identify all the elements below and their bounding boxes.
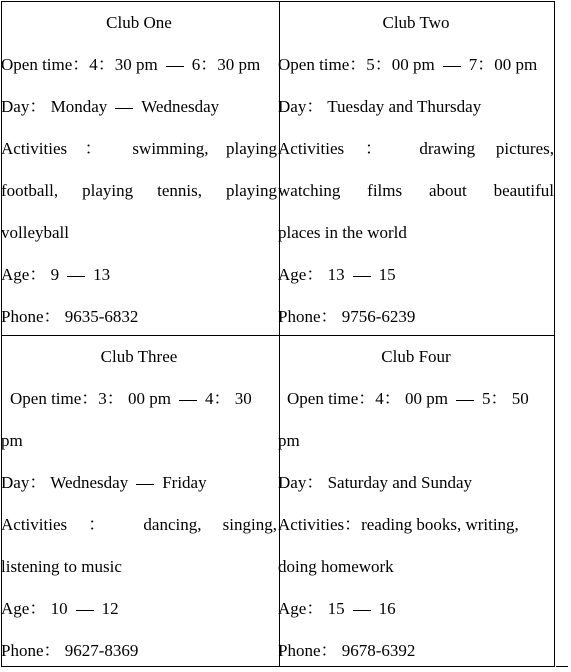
activities-line-3: places in the world (278, 223, 407, 242)
club-four-cell (278, 336, 554, 672)
activities-line-2: watching films about beautiful (278, 181, 554, 200)
club-three-cell (1, 336, 277, 672)
dash-icon (456, 400, 474, 401)
dash-icon (136, 484, 154, 485)
activities-line-1: Activities ： dancing, singing, (1, 515, 277, 534)
club-two-cell (278, 2, 554, 338)
day-line: Day： Monday Wednesday (1, 97, 220, 116)
phone-line: Phone： 9678-6392 (278, 641, 416, 660)
dash-icon (76, 610, 94, 611)
club-title: Club Four (381, 347, 451, 366)
activities-line-2: football, playing tennis, playing (1, 181, 277, 200)
open-time-line: Open time：3： 00 pm 4： 30 (10, 389, 252, 408)
club-title: Club Two (382, 13, 450, 32)
table-corner-mark (556, 666, 568, 667)
club-one-cell (1, 2, 277, 338)
phone-line: Phone： 9627-8369 (1, 641, 139, 660)
open-time-line: Open time：4： 00 pm 5： 50 (287, 389, 529, 408)
open-time-wrap: pm (1, 431, 23, 450)
age-line: Age： 10 12 (1, 599, 119, 618)
day-line: Day： Tuesday and Thursday (278, 97, 482, 116)
phone-line: Phone： 9756-6239 (278, 307, 416, 326)
dash-icon (179, 400, 197, 401)
dash-icon (353, 276, 371, 277)
activities-line-3: volleyball (1, 223, 69, 242)
activities-line-1: Activities ： drawing pictures, (278, 139, 554, 158)
open-time-line: Open time：5：00 pm 7：00 pm (278, 55, 538, 74)
phone-line: Phone： 9635-6832 (1, 307, 139, 326)
club-title: Club Three (100, 347, 178, 366)
age-line: Age： 9 13 (1, 265, 111, 284)
activities-line-1: Activities ： swimming, playing (1, 139, 277, 158)
day-line: Day： Wednesday Friday (1, 473, 207, 492)
activities-line-1: Activities：reading books, writing, (278, 515, 519, 534)
dash-icon (166, 66, 184, 67)
activities-line-2: listening to music (1, 557, 122, 576)
age-line: Age： 15 16 (278, 599, 396, 618)
age-line: Age： 13 15 (278, 265, 396, 284)
day-line: Day： Saturday and Sunday (278, 473, 473, 492)
dash-icon (353, 610, 371, 611)
dash-icon (443, 66, 461, 67)
dash-icon (67, 276, 85, 277)
open-time-line: Open time：4：30 pm 6：30 pm (1, 55, 261, 74)
club-title: Club One (106, 13, 172, 32)
open-time-wrap: pm (278, 431, 300, 450)
activities-line-2: doing homework (278, 557, 394, 576)
dash-icon (115, 108, 133, 109)
